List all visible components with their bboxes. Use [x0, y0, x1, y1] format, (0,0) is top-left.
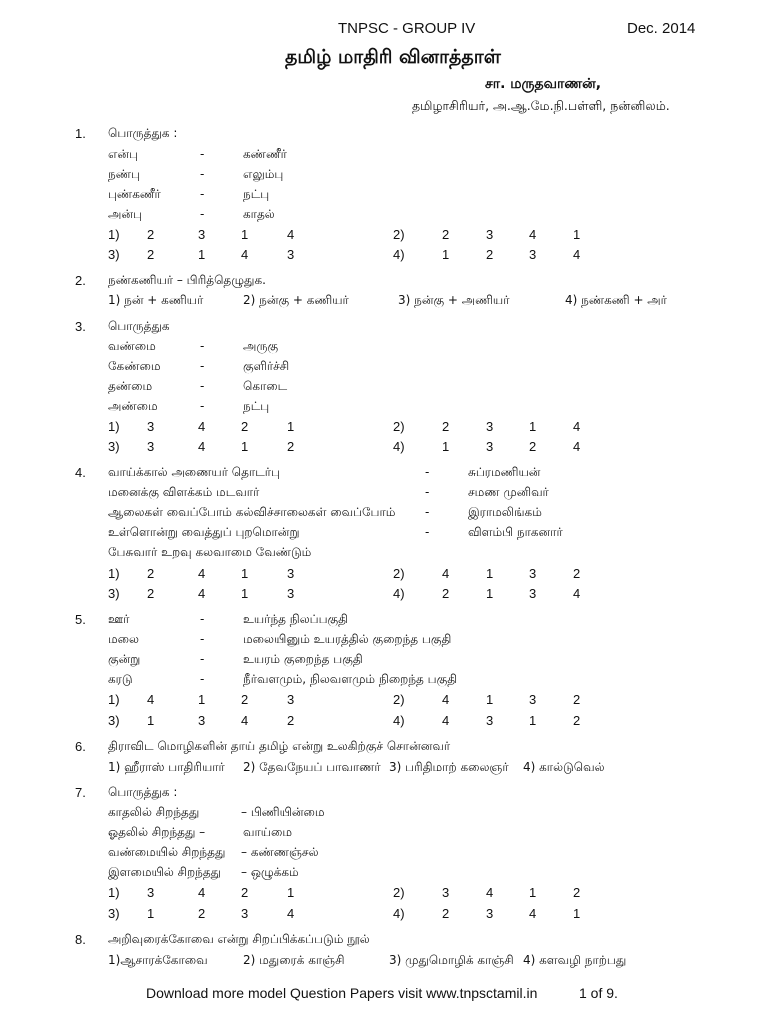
match-right: உயரம் குறைந்த பகுதி [243, 652, 363, 666]
match-dash: - [200, 359, 205, 373]
option-value: 1 [486, 586, 494, 601]
answer-choice: 2) தேவநேயப் பாவாணர் [243, 760, 381, 774]
option-label: 2) [393, 885, 405, 900]
option-value: 4 [529, 227, 537, 242]
option-value: 2 [147, 586, 155, 601]
option-label: 1) [108, 419, 120, 434]
page-title: தமிழ் மாதிரி வினாத்தாள் [285, 46, 501, 68]
match-right: நட்பு [243, 399, 270, 413]
answer-choice: 4) நண்கணி + அர் [565, 293, 667, 307]
answer-choice: 3) பரிதிமாற் கலைஞர் [389, 760, 509, 774]
option-value: 2 [573, 885, 581, 900]
match-dash: - [425, 505, 430, 519]
option-label: 3) [108, 586, 120, 601]
question-number: 2. [75, 273, 86, 288]
author-name: சா. மருதவாணன், [485, 76, 602, 92]
match-left: கரடு [108, 672, 133, 686]
option-value: 4 [442, 566, 450, 581]
option-label: 3) [108, 439, 120, 454]
option-value: 1 [573, 906, 581, 921]
match-left: என்பு [108, 147, 138, 161]
option-value: 4 [287, 227, 295, 242]
option-value: 4 [241, 713, 249, 728]
question-number: 5. [75, 612, 86, 627]
match-left: உள்ளொன்று வைத்துப் புறமொன்று [108, 525, 300, 539]
option-value: 4 [287, 906, 295, 921]
option-label: 4) [393, 713, 405, 728]
option-value: 3 [486, 439, 494, 454]
option-value: 1 [529, 885, 537, 900]
option-value: 1 [198, 247, 206, 262]
answer-choice: 3) நன்கு + அணியர் [398, 293, 510, 307]
option-label: 2) [393, 566, 405, 581]
answer-choice: 2) நன்கு + கணியர் [243, 293, 349, 307]
option-label: 4) [393, 247, 405, 262]
option-value: 3 [198, 227, 206, 242]
match-right: மலையினும் உயரத்தில் குறைந்த பகுதி [243, 632, 452, 646]
option-value: 3 [486, 906, 494, 921]
option-value: 4 [573, 586, 581, 601]
match-right: விளம்பி நாகனார் [468, 525, 563, 539]
author-affiliation: தமிழாசிரியர், அ.ஆ.மே.நி.பள்ளி, நன்னிலம். [412, 98, 670, 113]
match-dash: - [200, 207, 205, 221]
option-value: 1 [241, 566, 249, 581]
option-value: 3 [287, 692, 295, 707]
option-label: 3) [108, 247, 120, 262]
option-value: 1 [486, 566, 494, 581]
match-left: நண்பு [108, 167, 140, 181]
match-right: உயர்ந்த நிலப்பகுதி [243, 612, 348, 626]
question-number: 8. [75, 932, 86, 947]
answer-choice: 2) மதுரைக் காஞ்சி [243, 953, 345, 967]
match-dash: - [200, 632, 205, 646]
option-value: 3 [529, 247, 537, 262]
match-left: வண்மையில் சிறந்தது [108, 845, 226, 859]
match-right: – ஒழுக்கம் [241, 865, 299, 879]
match-dash: - [425, 465, 430, 479]
question-stem: பொருத்துக [108, 319, 170, 333]
option-value: 4 [573, 247, 581, 262]
match-left: ஊர் [108, 612, 130, 626]
question-stem: பொருத்துக : [108, 126, 178, 140]
match-right: சமண முனிவர் [468, 485, 549, 499]
option-value: 3 [241, 906, 249, 921]
answer-choice: 4) கால்டுவெல் [523, 760, 605, 774]
match-right: – கண்ணஞ்சல் [241, 845, 319, 859]
option-value: 4 [147, 692, 155, 707]
option-value: 3 [287, 566, 295, 581]
option-value: 2 [287, 439, 295, 454]
question-stem: திராவிட மொழிகளின் தாய் தமிழ் என்று உலகிற்குச் சொன்னவர் [108, 739, 451, 753]
match-right: நீர்வளமும், நிலவளமும் நிறைந்த பகுதி [243, 672, 458, 686]
option-value: 1 [241, 439, 249, 454]
match-right: – பிணியின்மை [241, 805, 325, 819]
match-left: அண்மை [108, 399, 158, 413]
match-left: கேண்மை [108, 359, 161, 373]
match-dash: - [200, 187, 205, 201]
match-left: காதலில் சிறந்தது [108, 805, 200, 819]
option-value: 2 [241, 692, 249, 707]
match-left: வண்மை [108, 339, 156, 353]
option-value: 4 [241, 247, 249, 262]
option-value: 3 [486, 713, 494, 728]
answer-choice: 1) ஹீராஸ் பாதிரியார் [108, 760, 225, 774]
option-value: 2 [573, 692, 581, 707]
option-label: 1) [108, 566, 120, 581]
option-value: 1 [241, 586, 249, 601]
option-value: 2 [442, 419, 450, 434]
match-left: அன்பு [108, 207, 142, 221]
option-label: 4) [393, 586, 405, 601]
option-value: 4 [198, 439, 206, 454]
match-right: நட்பு [243, 187, 270, 201]
option-value: 2 [147, 566, 155, 581]
option-value: 3 [529, 566, 537, 581]
question-stem: நண்கணியர் – பிரித்தெழுதுக. [108, 273, 266, 287]
option-value: 2 [442, 227, 450, 242]
option-value: 1 [442, 247, 450, 262]
option-value: 1 [287, 419, 295, 434]
option-label: 3) [108, 713, 120, 728]
option-value: 1 [529, 419, 537, 434]
option-value: 2 [573, 566, 581, 581]
option-value: 4 [573, 419, 581, 434]
option-value: 2 [442, 586, 450, 601]
option-label: 4) [393, 439, 405, 454]
match-dash: - [425, 485, 430, 499]
option-value: 3 [486, 227, 494, 242]
option-value: 4 [198, 885, 206, 900]
option-value: 2 [442, 906, 450, 921]
question-stem: அறிவுரைக்கோவை என்று சிறப்பிக்கப்படும் நூல் [108, 932, 370, 946]
question-number: 4. [75, 465, 86, 480]
match-dash: - [200, 652, 205, 666]
option-value: 3 [198, 713, 206, 728]
match-dash: - [200, 399, 205, 413]
option-label: 1) [108, 692, 120, 707]
match-left: புண்கணீர் [108, 187, 161, 201]
option-value: 1 [198, 692, 206, 707]
match-right: சுப்ரமணியன் [468, 465, 541, 479]
option-label: 1) [108, 885, 120, 900]
option-value: 2 [287, 713, 295, 728]
exam-label: TNPSC - GROUP IV [338, 20, 476, 37]
option-value: 4 [198, 419, 206, 434]
option-label: 2) [393, 692, 405, 707]
option-value: 3 [529, 692, 537, 707]
option-value: 4 [198, 586, 206, 601]
answer-choice: 1)ஆசாரக்கோவை [108, 953, 208, 967]
match-left: இளமையில் சிறந்தது [108, 865, 222, 879]
match-dash: - [200, 612, 205, 626]
question-number: 7. [75, 785, 86, 800]
question-number: 3. [75, 319, 86, 334]
option-value: 2 [241, 419, 249, 434]
option-value: 2 [198, 906, 206, 921]
match-right: எலும்பு [243, 167, 284, 181]
match-left: மலை [108, 632, 139, 646]
option-value: 3 [442, 885, 450, 900]
option-value: 4 [442, 692, 450, 707]
match-right: வாய்மை [243, 825, 293, 839]
match-dash: - [425, 525, 430, 539]
match-right: கண்ணீர் [243, 147, 287, 161]
match-continuation: பேசுவார் உறவு கலவாமை வேண்டும் [108, 545, 312, 559]
option-value: 4 [573, 439, 581, 454]
match-dash: - [200, 672, 205, 686]
option-value: 2 [241, 885, 249, 900]
match-right: குளிர்ச்சி [243, 359, 290, 373]
exam-date: Dec. 2014 [627, 20, 696, 37]
option-label: 1) [108, 227, 120, 242]
option-value: 1 [147, 906, 155, 921]
match-right: இராமலிங்கம் [468, 505, 542, 519]
option-value: 2 [573, 713, 581, 728]
option-value: 3 [529, 586, 537, 601]
option-value: 2 [147, 227, 155, 242]
question-number: 1. [75, 126, 86, 141]
answer-choice: 4) களவழி நாற்பது [523, 953, 627, 967]
footer-download-text: Download more model Question Papers visit www.tnpsctamil.in [146, 985, 538, 1001]
option-value: 3 [486, 419, 494, 434]
option-value: 1 [241, 227, 249, 242]
question-stem: பொருத்துக : [108, 785, 178, 799]
option-value: 2 [147, 247, 155, 262]
option-value: 3 [147, 419, 155, 434]
match-left: குன்று [108, 652, 141, 666]
match-dash: - [200, 147, 205, 161]
page-number: 1 of 9. [579, 985, 618, 1001]
option-value: 2 [486, 247, 494, 262]
option-label: 3) [108, 906, 120, 921]
answer-choice: 3) முதுமொழிக் காஞ்சி [389, 953, 514, 967]
option-value: 1 [147, 713, 155, 728]
match-left: மனைக்கு விளக்கம் மடவார் [108, 485, 260, 499]
option-value: 4 [486, 885, 494, 900]
option-value: 3 [147, 439, 155, 454]
option-value: 1 [486, 692, 494, 707]
option-value: 1 [442, 439, 450, 454]
option-value: 4 [198, 566, 206, 581]
match-right: காதல் [243, 207, 275, 221]
match-left: ஆலைகள் வைப்போம் கல்விச்சாலைகள் வைப்போம் [108, 505, 396, 519]
option-value: 1 [573, 227, 581, 242]
option-label: 2) [393, 227, 405, 242]
option-value: 3 [287, 586, 295, 601]
match-dash: - [200, 379, 205, 393]
match-left: தண்மை [108, 379, 153, 393]
option-value: 4 [442, 713, 450, 728]
option-value: 3 [147, 885, 155, 900]
option-value: 3 [287, 247, 295, 262]
option-label: 2) [393, 419, 405, 434]
match-right: அருகு [243, 339, 279, 353]
match-dash: - [200, 167, 205, 181]
option-value: 2 [529, 439, 537, 454]
question-number: 6. [75, 739, 86, 754]
option-value: 1 [529, 713, 537, 728]
answer-choice: 1) நன் + கணியர் [108, 293, 204, 307]
match-left: ஓதலில் சிறந்தது – [108, 825, 206, 839]
match-dash: - [200, 339, 205, 353]
option-value: 1 [287, 885, 295, 900]
match-left: வாய்க்கால் அணையர் தொடர்பு [108, 465, 280, 479]
match-right: கொடை [243, 379, 288, 393]
option-value: 4 [529, 906, 537, 921]
option-label: 4) [393, 906, 405, 921]
